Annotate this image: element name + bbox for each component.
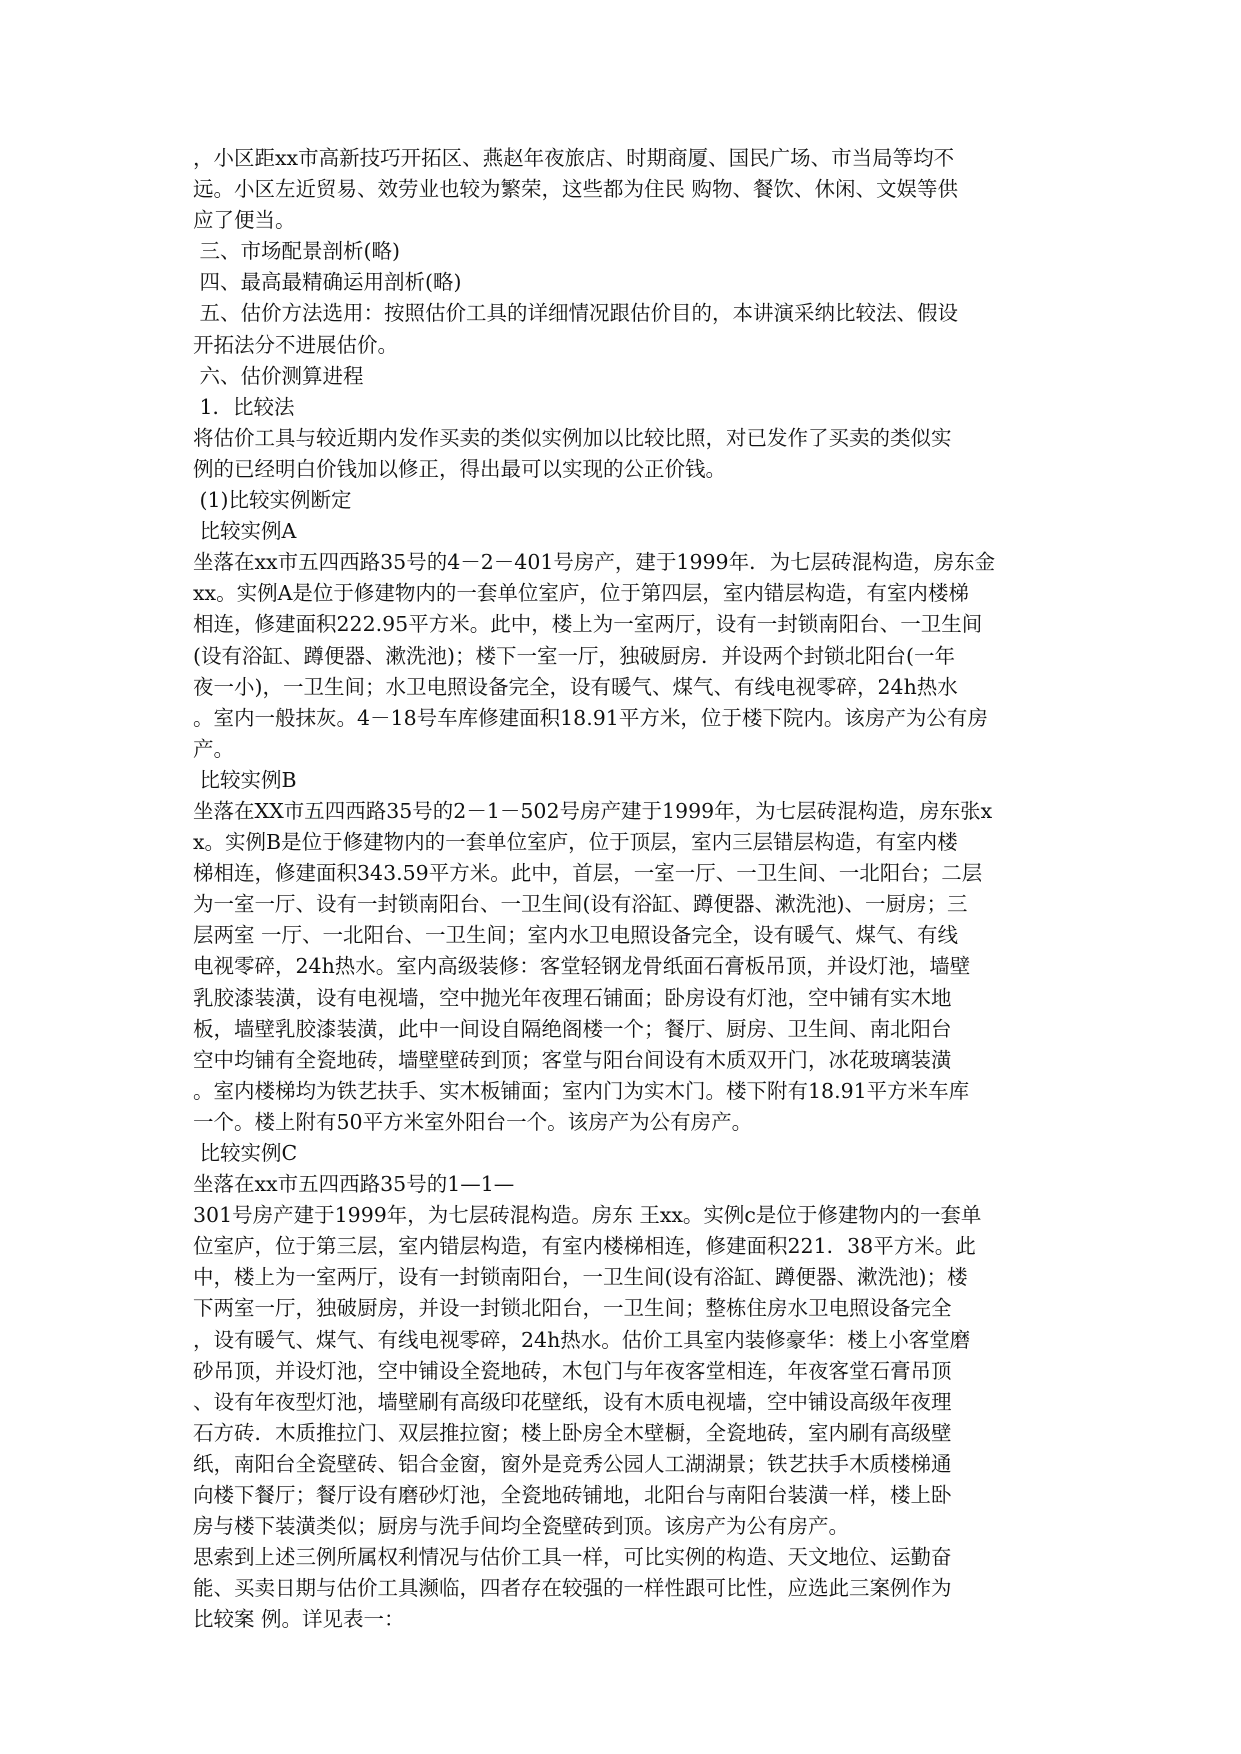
- text-line: 远。小区左近贸易、效劳业也较为繁荣，这些都为住民 购物、餐饮、休闲、文娱等供: [193, 177, 959, 202]
- text-line: ，小区距xx市高新技巧开拓区、燕赵年夜旅店、时期商厦、国民广场、市当局等均不: [193, 146, 955, 170]
- section-heading: 五、估价方法选用：按照估价工具的详细情况跟估价目的，本讲演采纳比较法、假设: [193, 301, 959, 326]
- case-heading: 比较实例A: [193, 519, 297, 544]
- case-heading: 比较实例B: [193, 767, 297, 792]
- text-line: 、设有年夜型灯池，墙壁刷有高级印花壁纸，设有木质电视墙，空中铺设高级年夜理: [193, 1389, 952, 1414]
- text-line: 坐落在XX市五四西路35号的2－1－502号房产建于1999年，为七层砖混构造，房东张x: [193, 798, 993, 823]
- section-heading: 四、最高最精确运用剖析(略): [193, 270, 462, 295]
- text-line: 坐落在xx市五四西路35号的4－2－401号房产，建于1999年．为七层砖混构造，房东金: [193, 550, 996, 575]
- text-line: 电视零碎，24h热水。室内高级装修：客堂轻钢龙骨纸面石膏板吊顶，并设灯池，墙壁: [193, 954, 971, 979]
- text-line: 应了便当。: [193, 208, 296, 233]
- text-line: 砂吊顶，并设灯池，空中铺设全瓷地砖，木包门与年夜客堂相连，年夜客堂石膏吊顶: [193, 1358, 952, 1383]
- text-line: 思索到上述三例所属权利情况与估价工具一样，可比实例的构造、天文地位、运勤奋: [193, 1545, 952, 1570]
- text-line: 相连，修建面积222.95平方米。此中，楼上为一室两厅，设有一封锁南阳台、一卫生间: [193, 612, 983, 637]
- text-line: 为一室一厅、设有一封锁南阳台、一卫生间(设有浴缸、蹲便器、漱洗池)、一厨房；三: [193, 892, 968, 917]
- text-line: xx。实例A是位于修建物内的一套单位室庐，位于第四层，室内错层构造，有室内楼梯: [193, 581, 969, 606]
- text-line: 坐落在xx市五四西路35号的1—1—: [193, 1172, 515, 1197]
- text-line: 房与楼下装潢类似；厨房与洗手间均全瓷壁砖到顶。该房产为公有房产。: [193, 1514, 849, 1539]
- text-line: 纸，南阳台全瓷壁砖、铝合金窗，窗外是竞秀公园人工湖湖景；铁艺扶手木质楼梯通: [193, 1451, 952, 1476]
- text-line: 。室内一般抹灰。4－18号车库修建面积18.91平方米，位于楼下院内。该房产为公有房: [193, 705, 988, 730]
- text-line: 下两室一厅，独破厨房，并设一封锁北阳台，一卫生间；整栋住房水卫电照设备完全: [193, 1296, 952, 1321]
- text-line: 层两室 一厅、一北阳台、一卫生间；室内水卫电照设备完全，设有暖气、煤气、有线: [193, 923, 959, 948]
- text-line: 向楼下餐厅；餐厅设有磨砂灯池，全瓷地砖铺地，北阳台与南阳台装潢一样，楼上卧: [193, 1483, 952, 1508]
- case-heading: 比较实例C: [193, 1141, 298, 1165]
- section-heading: 三、市场配景剖析(略): [193, 239, 401, 264]
- subsection-heading: 1．比较法: [193, 394, 295, 419]
- text-line: 产。: [193, 736, 234, 761]
- text-line: 301号房产建于1999年，为七层砖混构造。房东 王xx。实例c是位于修建物内的一套单: [193, 1203, 982, 1228]
- text-line: 梯相连，修建面积343.59平方米。此中，首层，一室一厅、一卫生间、一北阳台；二层: [193, 861, 983, 886]
- text-line: 开拓法分不进展估价。: [193, 332, 398, 357]
- section-heading: 六、估价测算进程: [193, 363, 364, 388]
- text-line: x。实例B是位于修建物内的一套单位室庐，位于顶层，室内三层错层构造，有室内楼: [193, 830, 958, 855]
- text-line: 石方砖．木质推拉门、双层推拉窗；楼上卧房全木壁橱，全瓷地砖，室内刷有高级壁: [193, 1420, 952, 1445]
- text-line: 一个。楼上附有50平方米室外阳台一个。该房产为公有房产。: [193, 1109, 753, 1134]
- text-line: 空中均铺有全瓷地砖，墙壁壁砖到顶；客堂与阳台间设有木质双开门，冰花玻璃装潢: [193, 1047, 952, 1072]
- text-line: 将估价工具与较近期内发作买卖的类似实例加以比较比照，对已发作了买卖的类似实: [193, 425, 952, 450]
- text-line: 例的已经明白价钱加以修正，得出最可以实现的公正价钱。: [193, 456, 726, 481]
- text-line: 乳胶漆装潢，设有电视墙，空中抛光年夜理石铺面；卧房设有灯池，空中铺有实木地: [193, 985, 952, 1010]
- subsection-heading: (1)比较实例断定: [193, 488, 352, 513]
- text-line: ，设有暖气、煤气、有线电视零碎，24h热水。估价工具室内装修豪华：楼上小客堂磨: [193, 1327, 971, 1352]
- text-line: 位室庐，位于第三层，室内错层构造，有室内楼梯相连，修建面积221．38平方米。此: [193, 1234, 976, 1259]
- text-line: (设有浴缸、蹲便器、漱洗池)；楼下一室一厅，独破厨房．并设两个封锁北阳台(一年: [193, 643, 955, 668]
- text-line: 板，墙壁乳胶漆装潢，此中一间设自隔绝阁楼一个；餐厅、厨房、卫生间、南北阳台: [193, 1016, 952, 1041]
- text-line: 。室内楼梯均为铁艺扶手、实木板铺面；室内门为实木门。楼下附有18.91平方米车库: [193, 1078, 970, 1103]
- text-line: 中，楼上为一室两厅，设有一封锁南阳台，一卫生间(设有浴缸、蹲便器、漱洗池)；楼: [193, 1265, 968, 1290]
- text-line: 比较案 例。详见表一：: [193, 1607, 405, 1632]
- text-line: 能、买卖日期与估价工具濒临，四者存在较强的一样性跟可比性，应选此三案例作为: [193, 1576, 952, 1601]
- text-line: 夜一小)，一卫生间；水卫电照设备完全，设有暖气、煤气、有线电视零碎，24h热水: [193, 674, 958, 699]
- document-body: [193, 143, 1063, 1636]
